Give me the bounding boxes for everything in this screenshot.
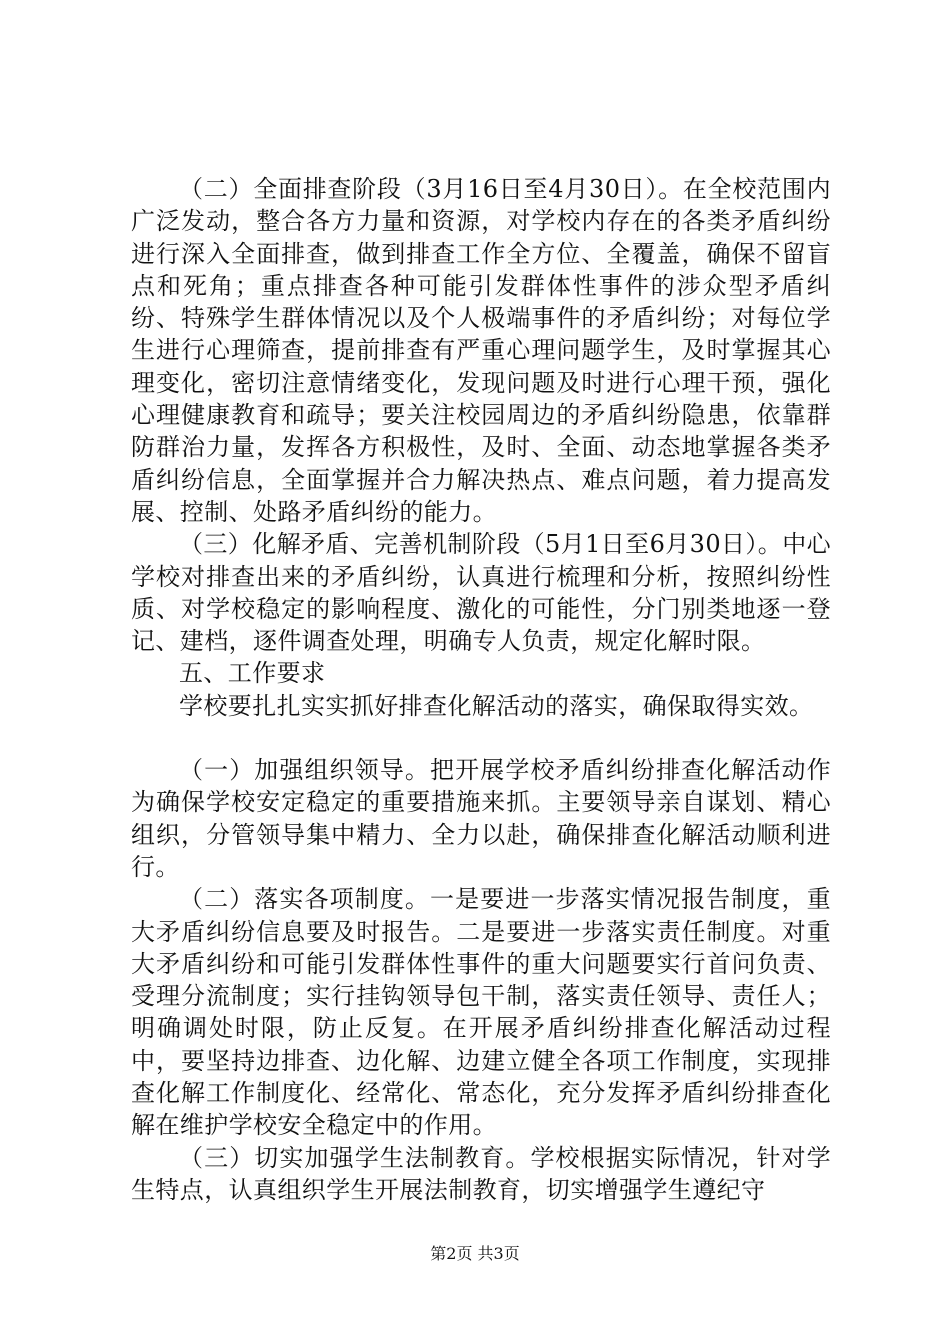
paragraph-stage-three: （三）化解矛盾、完善机制阶段（5月1日至6月30日）。中心学校对排查出来的矛盾纠纷，认真进行梳理和分析，按照纠纷性质、对学校稳定的影响程度、激化的可能性，分门别类地逐一登记、建档，逐件调查处理，明确专人负责，规定化解时限。 [131,530,831,656]
blank-line [131,722,831,754]
paragraph-requirement-three: （三）切实加强学生法制教育。学校根据实际情况，针对学生特点，认真组织学生开展法制教育，切实增强学生遵纪守 [131,1143,831,1204]
paragraph-requirement-one: （一）加强组织领导。把开展学校矛盾纠纷排查化解活动作为确保学校安定稳定的重要措施来抓。主要领导亲自谋划、精心组织，分管领导集中精力、全力以赴，确保排查化解活动顺利进行。 [131,756,831,881]
paragraph-requirement-two: （二）落实各项制度。一是要进一步落实情况报告制度，重大矛盾纠纷信息要及时报告。二是要进一步落实责任制度。对重大矛盾纠纷和可能引发群体性事件的重大问题要实行首问负责、受理分流制度；实行挂钩领导包干制，落实责任领导、责任人；明确调处时限，防止反复。在开展矛盾纠纷排查化解活动过程中，要坚持边排查、边化解、边建立健全各项工作制度，实现排查化解工作制度化、经常化、常态化，充分发挥矛盾纠纷排查化解在维护学校安全稳定中的作用。 [131,885,831,1140]
paragraph-stage-two: （二）全面排查阶段（3月16日至4月30日）。在全校范围内广泛发动，整合各方力量和资源，对学校内存在的各类矛盾纠纷进行深入全面排查，做到排查工作全方位、全覆盖，确保不留盲点和死角；重点排查各种可能引发群体性事件的涉众型矛盾纠纷、特殊学生群体情况以及个人极端事件的矛盾纠纷；对每位学生进行心理筛查，提前排查有严重心理问题学生，及时掌握其心理变化，密切注意情绪变化，发现问题及时进行心理干预，强化心理健康教育和疏导；要关注校园周边的矛盾纠纷隐患，依靠群防群治力量，发挥各方积极性，及时、全面、动态地掌握各类矛盾纠纷信息，全面掌握并合力解决热点、难点问题，着力提高发展、控制、处路矛盾纠纷的能力。 [131,175,831,526]
document-body [131,173,831,1206]
section-heading-work-requirements: 五、工作要求 [179,659,326,688]
paragraph-requirements-intro: 学校要扎扎实实抓好排查化解活动的落实，确保取得实效。 [179,691,814,720]
page-footer: 第2页 共3页 [430,1244,520,1263]
